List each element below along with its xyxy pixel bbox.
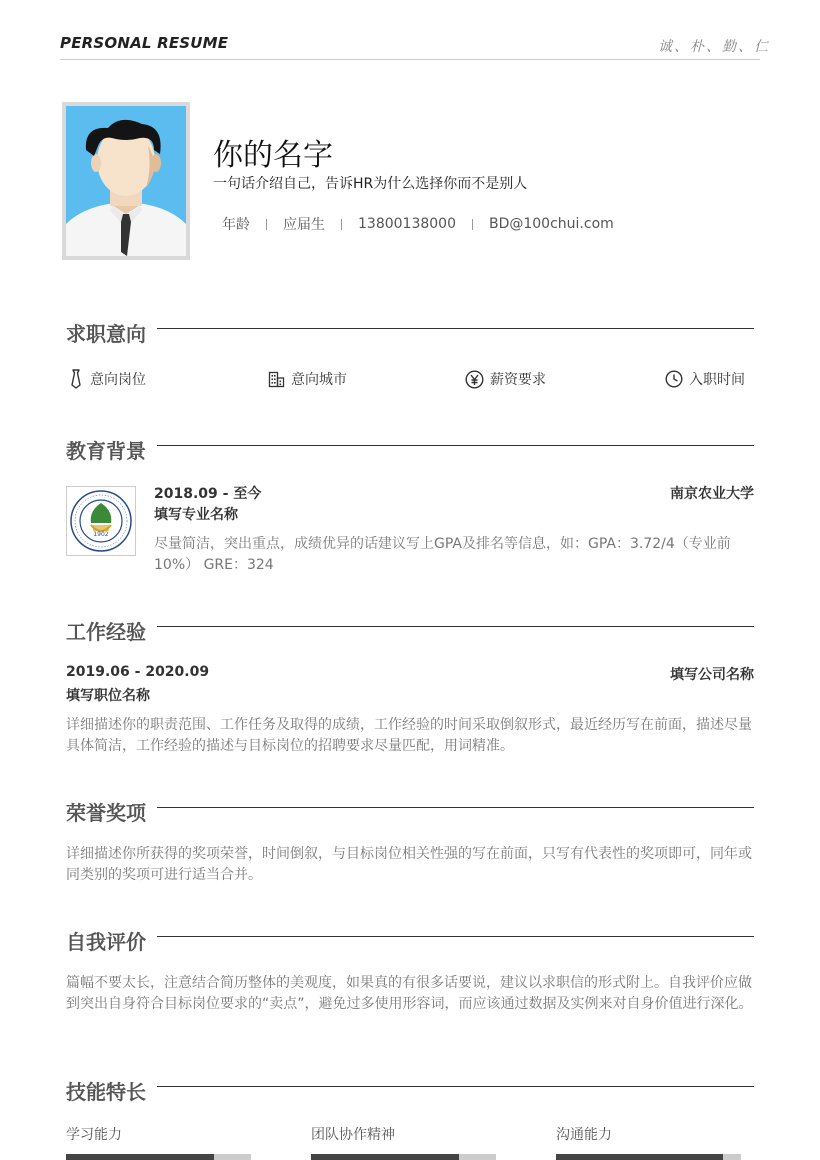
section-divider: [157, 445, 754, 446]
phone: 13800138000: [358, 216, 456, 232]
intent-city: [268, 369, 347, 389]
skill-bar-fill: [311, 1154, 459, 1160]
section-title-intent: 求职意向: [66, 322, 146, 346]
motto: 诚、朴、勤、仁: [658, 39, 770, 55]
tie-icon: [68, 369, 84, 389]
building-icon: [268, 371, 285, 388]
separator: [341, 219, 342, 230]
yen-icon: [465, 370, 484, 389]
honors-description: 详细描述你所获得的奖项荣誉，时间倒叙，与目标岗位相关性强的写在前面，只写有代表性的奖项即可，同年或同类别的奖项可进行适当合并。: [66, 846, 752, 883]
profile-photo: [62, 102, 190, 260]
school-logo: [66, 486, 136, 556]
intent-start: [665, 369, 745, 389]
tagline: 一句话介绍自己，告诉HR为什么选择你而不是别人: [213, 176, 528, 192]
skill-label: 团队协作精神: [311, 1127, 395, 1143]
work-company: 填写公司名称: [670, 667, 754, 683]
section-title-education: 教育背景: [66, 439, 146, 463]
work-description: 详细描述你的职责范围、工作任务及取得的成绩，工作经验的时间采取倒叙形式，最近经历写在前面，描述尽量具体简洁，工作经验的描述与目标岗位的招聘要求尽量匹配，用词精准。: [66, 717, 752, 754]
header-divider: [60, 59, 760, 60]
section-title-honors: 荣誉奖项: [66, 801, 146, 825]
skill-label: 沟通能力: [556, 1127, 612, 1143]
edu-description: 尽量简洁，突出重点，成绩优异的话建议写上GPA及排名等信息，如：GPA：3.72/4（专业前10%） GRE：324: [154, 536, 731, 573]
edu-school: 南京农业大学: [670, 486, 754, 502]
section-divider: [157, 626, 754, 627]
school-seal: [67, 487, 135, 555]
work-period: 2019.06 - 2020.09: [66, 664, 210, 680]
resume-title: PERSONAL RESUME: [60, 34, 229, 52]
separator: [472, 219, 473, 230]
email: BD@100chui.com: [488, 216, 614, 232]
section-divider: [157, 807, 754, 808]
skill-bar-fill: [556, 1154, 723, 1160]
skill-bar: [311, 1154, 496, 1160]
section-title-work: 工作经验: [66, 620, 146, 644]
skill-bar: [66, 1154, 251, 1160]
edu-major: 填写专业名称: [154, 507, 238, 523]
intent-city-label: 意向城市: [291, 372, 347, 388]
seal-year: 1902: [93, 531, 109, 538]
section-title-self: 自我评价: [66, 930, 146, 954]
contact-info: [222, 214, 614, 234]
clock-icon: [665, 370, 683, 388]
candidate-name: 你的名字: [213, 138, 333, 173]
intent-position: [68, 369, 146, 389]
skill-label: 学习能力: [66, 1127, 122, 1143]
skill-bar-fill: [66, 1154, 214, 1160]
self-description: 篇幅不要太长，注意结合简历整体的美观度，如果真的有很多话要说，建议以求职信的形式附上。自我评价应做到突出自身符合目标岗位要求的“卖点”，避免过多使用形容词，而应该通过数据及实例来对自身价值进行深化。: [66, 975, 753, 1012]
section-divider: [157, 936, 754, 937]
work-position: 填写职位名称: [66, 688, 150, 704]
avatar-illustration: [66, 106, 186, 256]
section-divider: [157, 1086, 754, 1087]
section-divider: [157, 328, 754, 329]
status: 应届生: [283, 217, 325, 233]
edu-period: 2018.09 - 至今: [154, 486, 262, 502]
intent-start-label: 入职时间: [689, 372, 745, 388]
separator: [266, 219, 267, 230]
intent-salary-label: 薪资要求: [490, 372, 546, 388]
age: 年龄: [222, 217, 250, 233]
skill-bar: [556, 1154, 741, 1160]
intent-salary: [465, 369, 546, 389]
section-title-skills: 技能特长: [66, 1080, 146, 1104]
intent-position-label: 意向岗位: [90, 372, 146, 388]
